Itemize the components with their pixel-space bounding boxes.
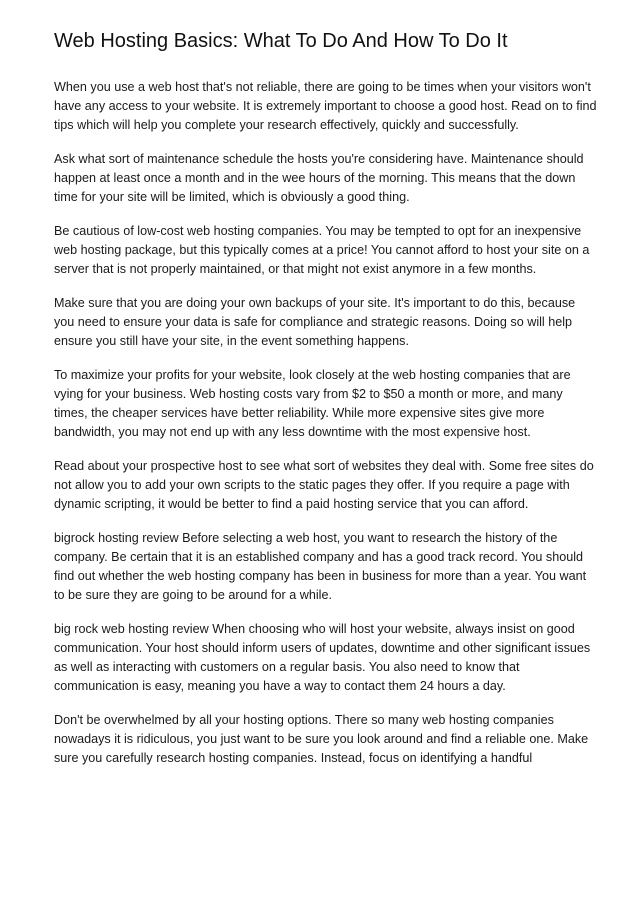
document-body [54, 78, 598, 768]
paragraph-1: When you use a web host that's not reliable, there are going to be times when your visitors won't have any access to your website. It is extremely important to choose a good host. Read on to find tips which will help you complete your research effectively, quickly and successfully. [54, 80, 597, 132]
paragraph-3: Be cautious of low-cost web hosting companies. You may be tempted to opt for an inexpensive web hosting package, but this typically comes at a price! You cannot afford to host your site on a server that is not properly maintained, or that might not exist anymore in a few months. [54, 224, 590, 276]
paragraph-7: bigrock hosting review Before selecting a web host, you want to research the history of the company. Be certain that it is an established company and has a good track record. You should find out whether the web hosting company has been in business for more than a year. You want to be sure they are going to be around for a while. [54, 531, 587, 602]
paragraph-5: To maximize your profits for your website, look closely at the web hosting companies that are vying for your business. Web hosting costs vary from $2 to $50 a month or more, and many times, the cheaper services have better reliability. While more expensive sites give more bandwidth, you may not end up with any less downtime with the most expensive host. [54, 368, 571, 439]
paragraph-4: Make sure that you are doing your own backups of your site. It's important to do this, because you need to ensure your data is safe for compliance and strategic reasons. Doing so will help ensure you still have your site, in the event something happens. [54, 296, 576, 348]
paragraph-9: Don't be overwhelmed by all your hosting options. There so many web hosting companies nowadays it is ridiculous, you just want to be sure you look around and find a reliable one. Make sure you carefully research hosting companies. Instead, focus on identifying a handful [54, 713, 589, 765]
document-title: Web Hosting Basics: What To Do And How To Do It [54, 30, 508, 52]
paragraph-2: Ask what sort of maintenance schedule the hosts you're considering have. Maintenance should happen at least once a month and in the wee hours of the morning. This means that the down time for your site will be limited, which is obviously a good thing. [54, 152, 584, 204]
paragraph-8: big rock web hosting review When choosing who will host your website, always insist on good communication. Your host should inform users of updates, downtime and other significant issues as well as interacting with customers on a regular basis. You also need to know that communication is easy, meaning you have a way to contact them 24 hours a day. [54, 622, 591, 693]
paragraph-6: Read about your prospective host to see what sort of websites they deal with. Some free sites do not allow you to add your own scripts to the static pages they offer. If you require a page with dynamic scripting, it would be better to find a paid hosting service that you can afford. [54, 459, 594, 511]
